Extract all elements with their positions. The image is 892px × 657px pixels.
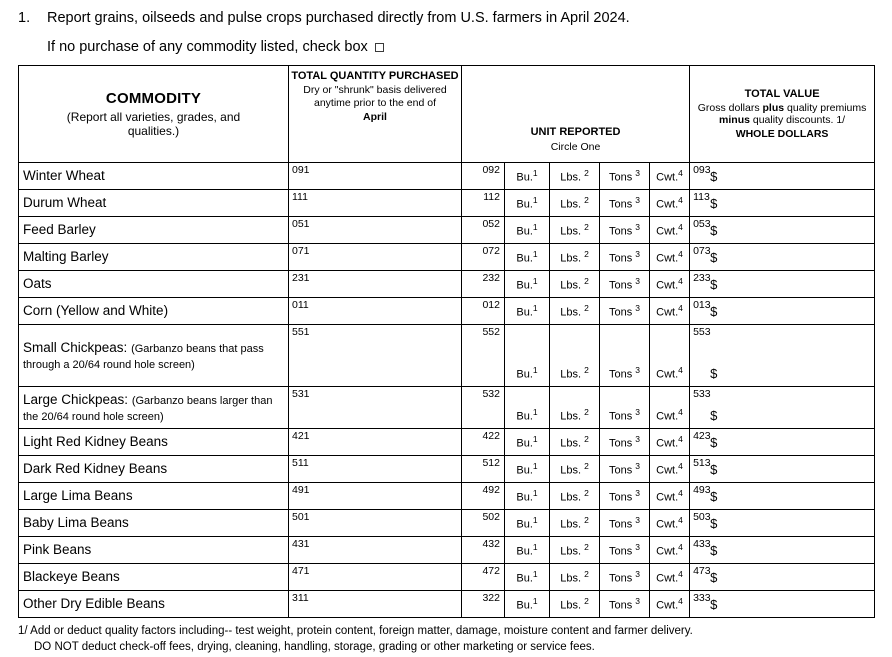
unit-option-lbs[interactable]: Lbs. $^2$ [550,190,600,217]
commodity-cell [19,510,289,537]
commodity-cell [19,483,289,510]
table-row [19,217,875,244]
office-code: 072 [482,245,500,258]
table-row [19,325,875,387]
commodity-cell [19,190,289,217]
unit-option-tons[interactable]: Tons $^3$ [600,244,650,271]
unit-option-lbs[interactable]: Lbs. $^2$ [550,537,600,564]
question-number: 1. [18,10,31,26]
dollar-sign: $ [710,462,718,478]
office-code: 322 [482,592,500,605]
office-code: 231 [292,272,310,285]
no-purchase-text: If no purchase of any commodity listed, check box [47,39,368,56]
unit-option-lbs[interactable]: Lbs. $^2$ [550,217,600,244]
dollar-sign: $ [710,169,718,185]
office-code: 432 [482,538,500,551]
office-code: 422 [482,430,500,443]
office-code: 433 [693,538,711,551]
value-input-cell[interactable] [690,429,875,456]
unit-option-cwt[interactable]: Cwt.$^4$ [650,483,690,510]
unit-header-subtitle: Circle One [550,140,601,153]
commodity-cell [19,217,289,244]
unit-option-tons[interactable]: Tons $^3$ [600,298,650,325]
table-row [19,271,875,298]
unit-code-cell [462,244,505,271]
commodity-label: Pink Beans [23,542,92,558]
dollar-sign: $ [710,223,718,239]
table-row [19,429,875,456]
office-code: 472 [482,565,500,578]
office-code: 013 [693,299,711,312]
office-code: 492 [482,484,500,497]
unit-option-cwt[interactable]: Cwt.$^4$ [650,510,690,537]
table-row [19,564,875,591]
quantity-input-cell[interactable] [289,510,462,537]
value-input-cell[interactable] [690,456,875,483]
unit-option-cwt[interactable]: Cwt.$^4$ [650,190,690,217]
quantity-header-title: TOTAL QUANTITY PURCHASED [291,70,459,83]
unit-option-lbs[interactable]: Lbs. $^2$ [550,429,600,456]
dollar-sign: $ [710,304,718,320]
unit-option-cwt[interactable]: Cwt.$^4$ [650,217,690,244]
commodity-cell [19,387,289,429]
unit-code-cell [462,483,505,510]
commodity-label: Malting Barley [23,249,109,265]
dollar-sign: $ [710,570,718,586]
unit-option-bu[interactable]: Bu.$^1$ [505,163,550,190]
office-code: 093 [693,164,711,177]
commodity-label: Dark Red Kidney Beans [23,461,168,477]
unit-code-cell [462,456,505,483]
unit-option-lbs[interactable]: Lbs. $^2$ [550,510,600,537]
table-row [19,537,875,564]
unit-option-lbs[interactable]: Lbs. $^2$ [550,456,600,483]
unit-header [462,66,690,163]
unit-code-cell [462,510,505,537]
dollar-sign: $ [710,277,718,293]
office-code: 232 [482,272,500,285]
unit-option-cwt[interactable]: Cwt.$^4$ [650,564,690,591]
unit-option-tons[interactable]: Tons $^3$ [600,271,650,298]
unit-code-cell [462,271,505,298]
office-code: 051 [292,218,310,231]
commodity-table [18,65,875,618]
commodity-label: Feed Barley [23,222,96,238]
commodity-cell [19,591,289,618]
office-code: 311 [292,592,309,605]
footnote-2: DO NOT deduct check-off fees, drying, cleaning, handling, storage, grading or other marketing or service fees. [34,641,595,654]
unit-option-bu[interactable]: Bu.$^1$ [505,217,550,244]
commodity-label: Oats [23,276,52,292]
commodity-label: Durum Wheat [23,195,107,211]
quantity-input-cell[interactable] [289,271,462,298]
unit-option-bu[interactable]: Bu.$^1$ [505,244,550,271]
quantity-input-cell[interactable] [289,591,462,618]
unit-option-lbs[interactable]: Lbs. $^2$ [550,387,600,429]
unit-option-bu[interactable]: Bu.$^1$ [505,325,550,387]
office-code: 532 [482,388,500,401]
value-input-cell[interactable] [690,163,875,190]
commodity-header [19,66,289,163]
question-text: Report grains, oilseeds and pulse crops purchased directly from U.S. farmers in April 2024. [47,10,630,26]
value-header [690,66,875,163]
office-code: 473 [693,565,711,578]
unit-code-cell [462,217,505,244]
quantity-input-cell[interactable] [289,387,462,429]
unit-option-bu[interactable]: Bu.$^1$ [505,429,550,456]
unit-option-tons[interactable]: Tons $^3$ [600,564,650,591]
office-code: 333 [693,592,711,605]
unit-option-bu[interactable]: Bu.$^1$ [505,456,550,483]
commodity-label: Corn (Yellow and White) [23,303,169,319]
unit-option-tons[interactable]: Tons $^3$ [600,591,650,618]
value-input-cell[interactable] [690,537,875,564]
unit-option-tons[interactable]: Tons $^3$ [600,429,650,456]
unit-option-bu[interactable]: Bu.$^1$ [505,387,550,429]
unit-option-lbs[interactable]: Lbs. $^2$ [550,244,600,271]
unit-option-cwt[interactable]: Cwt.$^4$ [650,456,690,483]
unit-option-tons[interactable]: Tons $^3$ [600,537,650,564]
unit-option-cwt[interactable]: Cwt.$^4$ [650,591,690,618]
table-row [19,591,875,618]
value-input-cell[interactable] [690,564,875,591]
unit-header-title: UNIT REPORTED [530,126,621,139]
quantity-input-cell[interactable] [289,163,462,190]
table-header-row [19,66,875,163]
unit-option-tons[interactable]: Tons $^3$ [600,510,650,537]
office-code: 073 [693,245,711,258]
office-code: 503 [693,511,711,524]
no-purchase-line [47,39,874,55]
unit-option-bu[interactable]: Bu.$^1$ [505,271,550,298]
commodity-cell [19,564,289,591]
unit-option-tons[interactable]: Tons $^3$ [600,456,650,483]
office-code: 012 [482,299,500,312]
unit-option-lbs[interactable]: Lbs. $^2$ [550,298,600,325]
unit-code-cell [462,564,505,591]
unit-option-cwt[interactable]: Cwt.$^4$ [650,429,690,456]
office-code: 431 [292,538,310,551]
quantity-input-cell[interactable] [289,298,462,325]
office-code: 423 [693,430,711,443]
office-code: 471 [292,565,310,578]
commodity-cell [19,298,289,325]
commodity-label: Baby Lima Beans [23,515,129,531]
table-row [19,298,875,325]
value-input-cell[interactable] [690,591,875,618]
table-row [19,387,875,429]
unit-option-bu[interactable]: Bu.$^1$ [505,591,550,618]
commodity-note: (Garbanzo beans that pass through a 20/64 round hole screen) [23,342,264,371]
office-code: 052 [482,218,500,231]
value-header-whole-dollars: WHOLE DOLLARS [735,128,829,141]
table-row [19,510,875,537]
commodity-cell [19,163,289,190]
office-code: 511 [292,457,309,470]
unit-option-tons[interactable]: Tons $^3$ [600,387,650,429]
unit-option-cwt[interactable]: Cwt.$^4$ [650,298,690,325]
commodity-label: Large Chickpeas: [23,391,129,407]
office-code: 011 [292,299,309,312]
value-input-cell[interactable] [690,325,875,387]
commodity-cell [19,456,289,483]
commodity-label: Light Red Kidney Beans [23,434,168,450]
quantity-header-subtitle: Dry or "shrunk" basis delivered anytime prior to the end of [303,84,447,109]
quantity-input-cell[interactable] [289,217,462,244]
unit-option-lbs[interactable]: Lbs. $^2$ [550,163,600,190]
unit-code-cell [462,190,505,217]
dollar-sign: $ [710,543,718,559]
office-code: 111 [292,191,308,204]
commodity-cell [19,271,289,298]
quantity-header [289,66,462,163]
dollar-sign: $ [710,250,718,266]
unit-option-cwt[interactable]: Cwt.$^4$ [650,244,690,271]
value-input-cell[interactable] [690,217,875,244]
question-line [18,9,874,27]
commodity-cell [19,537,289,564]
quantity-input-cell[interactable] [289,325,462,387]
office-code: 531 [292,388,310,401]
dollar-sign: $ [710,408,718,424]
unit-option-bu[interactable]: Bu.$^1$ [505,190,550,217]
value-input-cell[interactable] [690,298,875,325]
value-header-title: TOTAL VALUE [744,87,820,100]
commodity-label: Small Chickpeas: [23,339,128,355]
value-input-cell[interactable] [690,483,875,510]
office-code: 513 [693,457,711,470]
unit-code-cell [462,537,505,564]
value-input-cell[interactable] [690,271,875,298]
unit-code-cell [462,298,505,325]
unit-option-bu[interactable]: Bu.$^1$ [505,298,550,325]
office-code: 502 [482,511,500,524]
commodity-label: Blackeye Beans [23,569,120,585]
office-code: 533 [693,388,711,401]
dollar-sign: $ [710,597,718,613]
unit-option-cwt[interactable]: Cwt.$^4$ [650,325,690,387]
unit-option-cwt[interactable]: Cwt.$^4$ [650,387,690,429]
unit-option-tons[interactable]: Tons $^3$ [600,163,650,190]
unit-option-cwt[interactable]: Cwt.$^4$ [650,163,690,190]
office-code: 552 [482,326,500,339]
unit-code-cell [462,163,505,190]
value-input-cell[interactable] [690,190,875,217]
dollar-sign: $ [710,196,718,212]
office-code: 092 [482,164,500,177]
unit-option-tons[interactable]: Tons $^3$ [600,190,650,217]
unit-option-lbs[interactable]: Lbs. $^2$ [550,564,600,591]
footnotes [18,623,874,655]
unit-option-lbs[interactable]: Lbs. $^2$ [550,271,600,298]
quantity-input-cell[interactable] [289,190,462,217]
office-code: 512 [482,457,500,470]
value-input-cell[interactable] [690,244,875,271]
no-purchase-checkbox[interactable] [375,43,384,52]
commodity-label: Large Lima Beans [23,488,133,504]
unit-code-cell [462,387,505,429]
commodity-label: Other Dry Edible Beans [23,596,165,612]
value-header-subtitle: Gross dollars plus quality premiums minus quality discounts. 1/ [697,101,867,127]
unit-code-cell [462,325,505,387]
unit-option-lbs[interactable]: Lbs. $^2$ [550,325,600,387]
quantity-input-cell[interactable] [289,537,462,564]
quantity-input-cell[interactable] [289,244,462,271]
unit-option-bu[interactable]: Bu.$^1$ [505,564,550,591]
office-code: 091 [292,164,310,177]
unit-option-cwt[interactable]: Cwt.$^4$ [650,537,690,564]
quantity-input-cell[interactable] [289,564,462,591]
quantity-input-cell[interactable] [289,483,462,510]
dollar-sign: $ [710,366,718,382]
quantity-header-month: April [363,110,387,123]
commodity-header-subtitle: (Report all varieties, grades, and qualities.) [66,109,241,139]
unit-option-cwt[interactable]: Cwt.$^4$ [650,271,690,298]
office-code: 491 [292,484,310,497]
unit-option-tons[interactable]: Tons $^3$ [600,325,650,387]
footnote-1: 1/ Add or deduct quality factors including-- test weight, protein content, foreign matter, damage, moisture content and farmer delivery. [18,625,693,638]
quantity-input-cell[interactable] [289,456,462,483]
dollar-sign: $ [710,435,718,451]
unit-code-cell [462,591,505,618]
unit-option-bu[interactable]: Bu.$^1$ [505,483,550,510]
office-code: 493 [693,484,711,497]
commodity-cell [19,429,289,456]
unit-option-tons[interactable]: Tons $^3$ [600,483,650,510]
office-code: 113 [693,191,710,204]
table-row [19,483,875,510]
unit-option-bu[interactable]: Bu.$^1$ [505,510,550,537]
unit-option-tons[interactable]: Tons $^3$ [600,217,650,244]
office-code: 421 [292,430,310,443]
table-row [19,190,875,217]
dollar-sign: $ [710,489,718,505]
quantity-input-cell[interactable] [289,429,462,456]
commodity-label: Winter Wheat [23,168,105,184]
unit-code-cell [462,429,505,456]
commodity-header-title: COMMODITY [105,89,202,107]
unit-option-lbs[interactable]: Lbs. $^2$ [550,483,600,510]
office-code: 071 [292,245,310,258]
table-row [19,163,875,190]
table-row [19,456,875,483]
office-code: 553 [693,326,711,339]
office-code: 233 [693,272,711,285]
commodity-note: (Garbanzo beans larger than the 20/64 round hole screen) [23,394,273,423]
unit-option-bu[interactable]: Bu.$^1$ [505,537,550,564]
office-code: 501 [292,511,310,524]
unit-option-lbs[interactable]: Lbs. $^2$ [550,591,600,618]
commodity-cell [19,244,289,271]
commodity-cell [19,325,289,387]
office-code: 551 [292,326,310,339]
value-input-cell[interactable] [690,510,875,537]
table-row [19,244,875,271]
office-code: 053 [693,218,711,231]
office-code: 112 [483,191,500,204]
value-input-cell[interactable] [690,387,875,429]
dollar-sign: $ [710,516,718,532]
